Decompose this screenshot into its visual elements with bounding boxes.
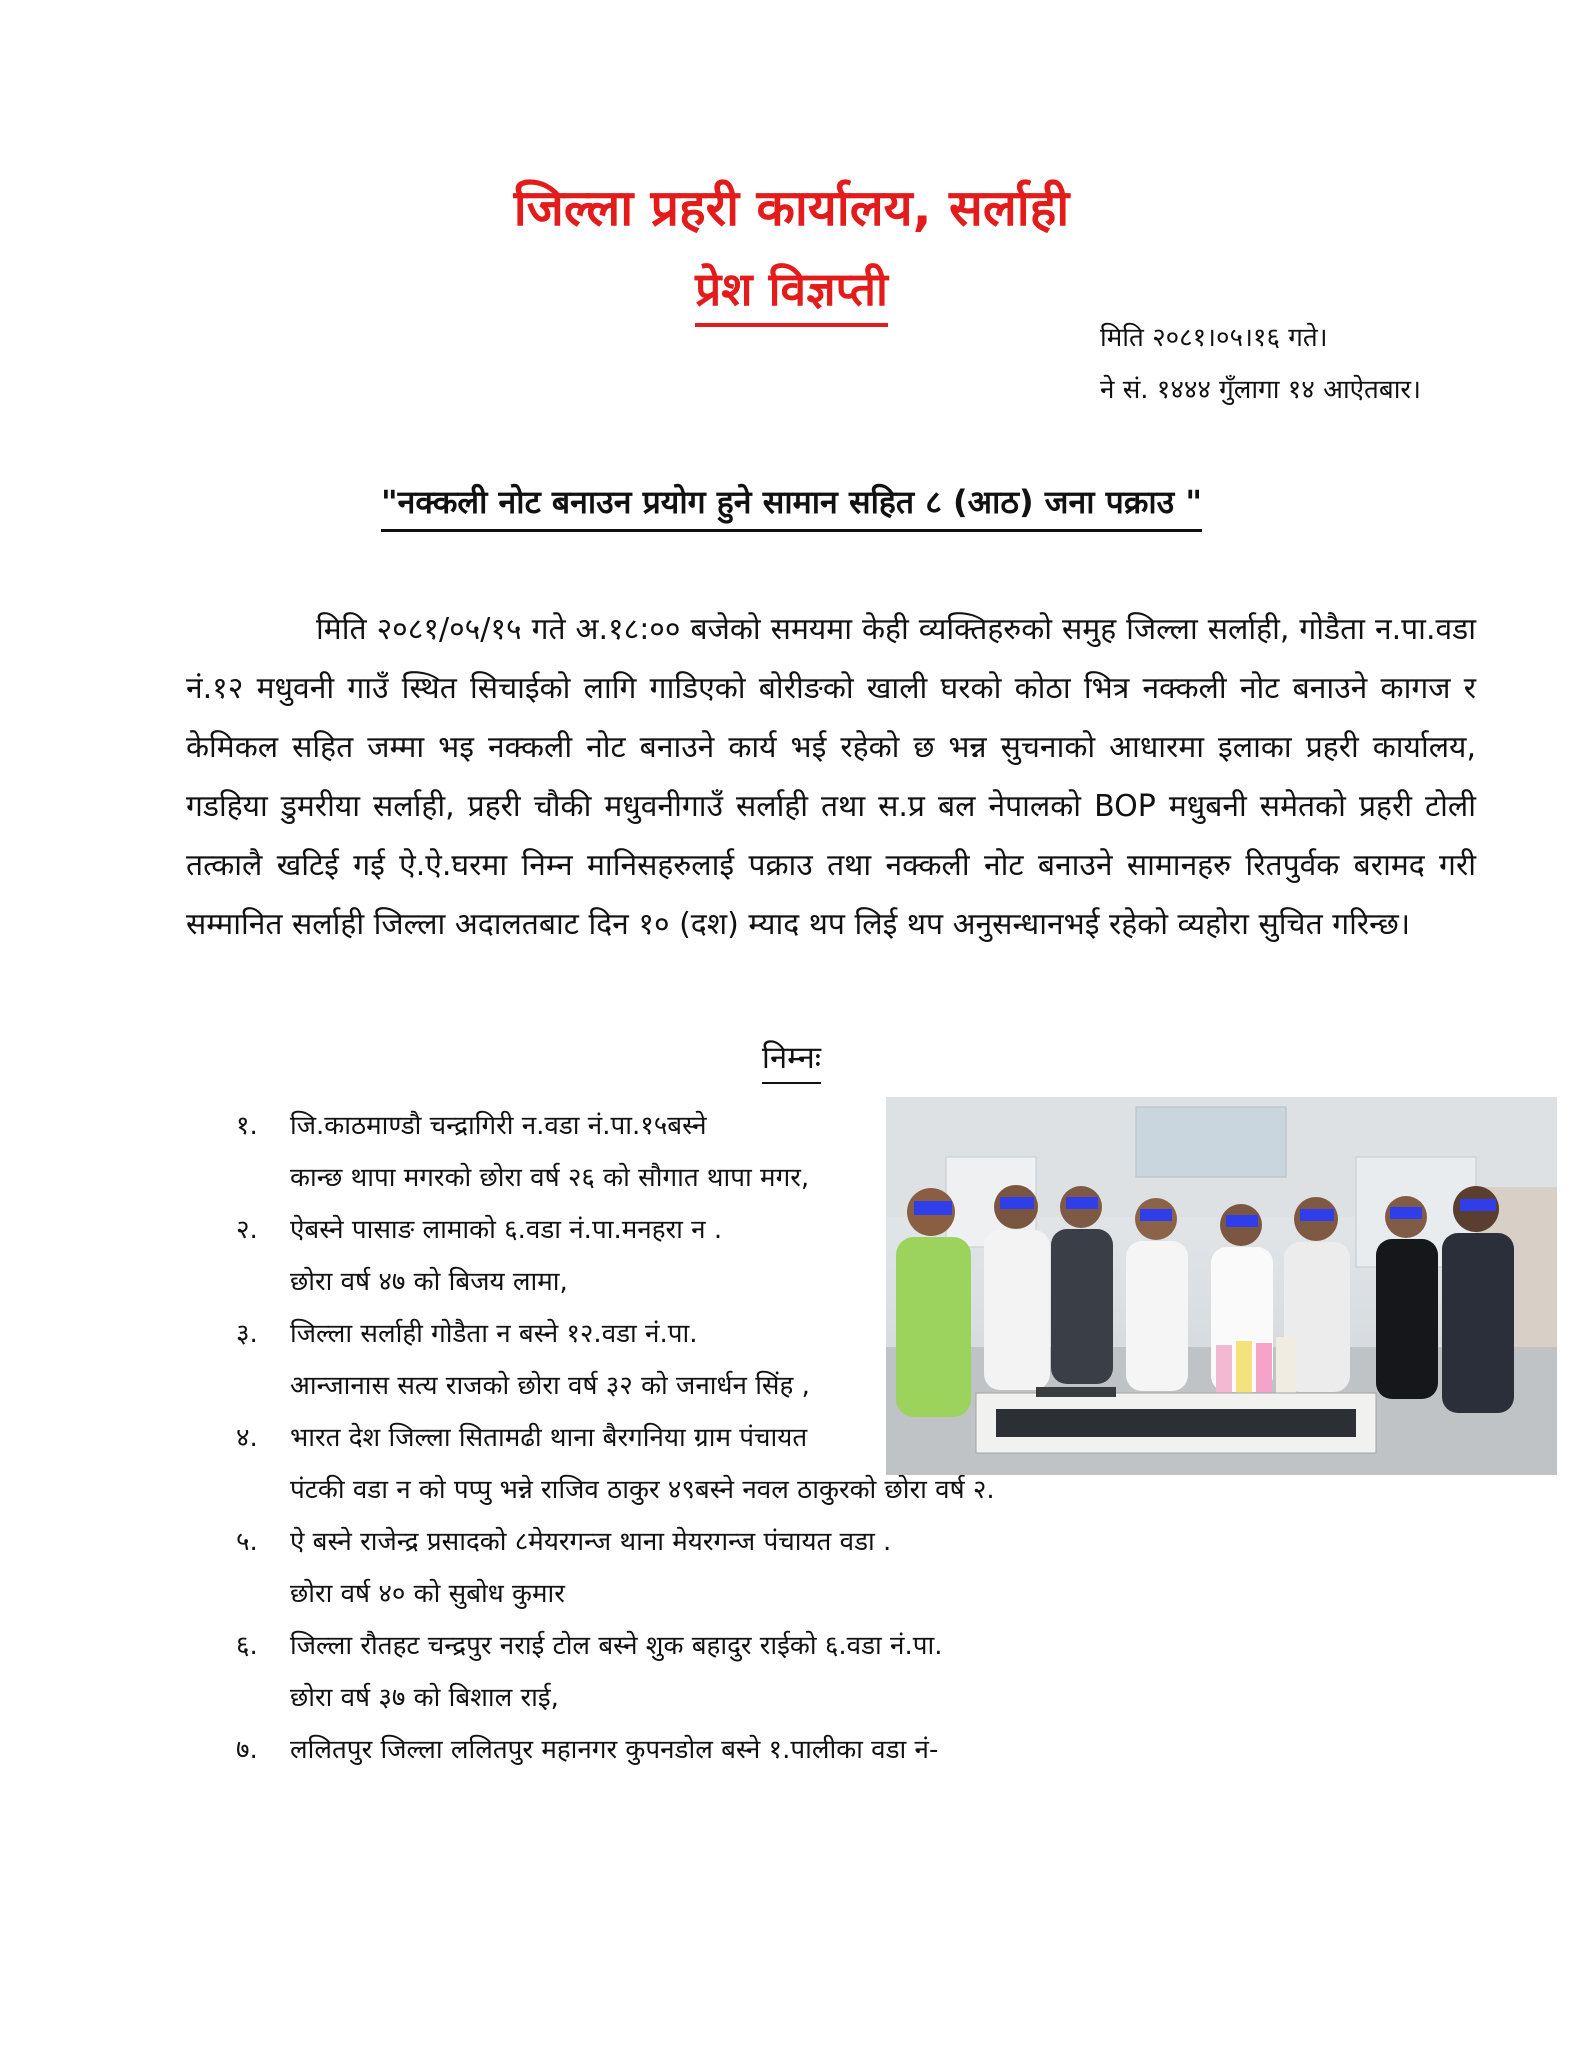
date-bs: मिति २०८१।०५।१६ गते।	[1100, 323, 1328, 353]
item-line: छोरा वर्ष ४० को सुबोध कुमार	[290, 1579, 565, 1609]
item-number: ३.	[236, 1319, 258, 1349]
item-number: ४.	[236, 1423, 258, 1453]
news-headline	[0, 480, 1583, 532]
item-line: आन्जानास सत्य राजको छोरा वर्ष ३२ को जनार्धन सिंह ,	[290, 1371, 810, 1401]
person-figure	[1126, 1198, 1188, 1391]
item-line: छोरा वर्ष ४७ को बिजय लामा,	[290, 1267, 568, 1297]
item-number: १.	[236, 1111, 258, 1141]
item-number: ६.	[236, 1631, 258, 1661]
press-release-label: प्रेश विज्ञप्ती	[695, 262, 888, 327]
list-heading-text: निम्नः	[762, 1036, 821, 1084]
item-line: ललितपुर जिल्ला ललितपुर महानगर कुपनडोल बस्ने १.पालीका वडा नं-	[290, 1735, 939, 1765]
item-line: छोरा वर्ष ३७ को बिशाल राई,	[290, 1683, 559, 1713]
item-number: २.	[236, 1215, 258, 1245]
item-line: ऐबस्ने पासाङ लामाको ६.वडा नं.पा.मनहरा न .	[290, 1215, 723, 1245]
date-block	[1100, 312, 1421, 416]
item-line: ऐ बस्ने राजेन्द्र प्रसादको ८मेयरगन्ज थाना मेयरगन्ज पंचायत वडा .	[290, 1527, 892, 1557]
item-line: पंटकी वडा न को पप्पु भन्ने राजिव ठाकुर ४९बस्ने नवल ठाकुरको छोरा वर्ष २.	[290, 1475, 995, 1505]
arrest-photo	[886, 1097, 1557, 1475]
item-line: जि.काठमाण्डौ चन्द्रागिरी न.वडा नं.पा.१५बस्ने	[290, 1111, 707, 1141]
item-line: कान्छ थापा मगरको छोरा वर्ष २६ को सौगात थापा मगर,	[290, 1163, 810, 1193]
date-nepal-sambat: ने सं. १४४४ गुँलागा १४ आऐतबार।	[1100, 375, 1421, 405]
office-title: जिल्ला प्रहरी कार्यालय, सर्लाही	[513, 179, 1070, 237]
arrest-photo-illustration	[886, 1097, 1557, 1475]
list-item	[236, 1620, 1116, 1724]
item-line: भारत देश जिल्ला सितामढी थाना बैरगनिया ग्राम पंचायत	[290, 1423, 808, 1453]
item-line: जिल्ला रौतहट चन्द्रपुर नराई टोल बस्ने शुक बहादुर राईको ६.वडा नं.पा.	[290, 1631, 943, 1661]
item-number: ५.	[236, 1527, 258, 1557]
list-item	[236, 1724, 1116, 1776]
list-item	[236, 1516, 1116, 1620]
item-number: ७.	[236, 1735, 258, 1765]
list-heading	[0, 1036, 1583, 1084]
body-paragraph: मिति २०८१/०५/१५ गते अ.१८:०० बजेको समयमा केही व्यक्तिहरुको समुह जिल्ला सर्लाही, गोडैता न.पा.वडा नं.१२ मधुवनी गाउँ स्थित सिचाईको लागि गाडिएको बोरीङको खाली घरको कोठा भित्र नक्कली नोट बनाउने कागज र केमिकल सहित जम्मा भइ नक्कली नोट बनाउने कार्य भई रहेको छ भन्न सुचनाको आधारमा इलाका प्रहरी कार्यालय, गडहिया डुमरीया सर्लाही, प्रहरी चौकी मधुवनीगाउँ सर्लाही तथा स.प्र बल नेपालको BOP मधुबनी समेतको प्रहरी टोली तत्कालै खटिई गई ऐ.ऐ.घरमा निम्न मानिसहरुलाई पक्राउ तथा नक्कली नोट बनाउने सामानहरु रितपुर्वक बरामद गरी सम्मानित सर्लाही जिल्ला अदालतबाट दिन १० (दश) म्याद थप लिई थप अनुसन्धानभई रहेको व्यहोरा सुचित गरिन्छ।	[186, 612, 1476, 942]
item-line: जिल्ला सर्लाही गोडैता न बस्ने १२.वडा नं.पा.	[290, 1319, 698, 1349]
headline-text: "नक्कली नोट बनाउन प्रयोग हुने सामान सहित ८ (आठ) जना पक्राउ "	[381, 480, 1202, 532]
